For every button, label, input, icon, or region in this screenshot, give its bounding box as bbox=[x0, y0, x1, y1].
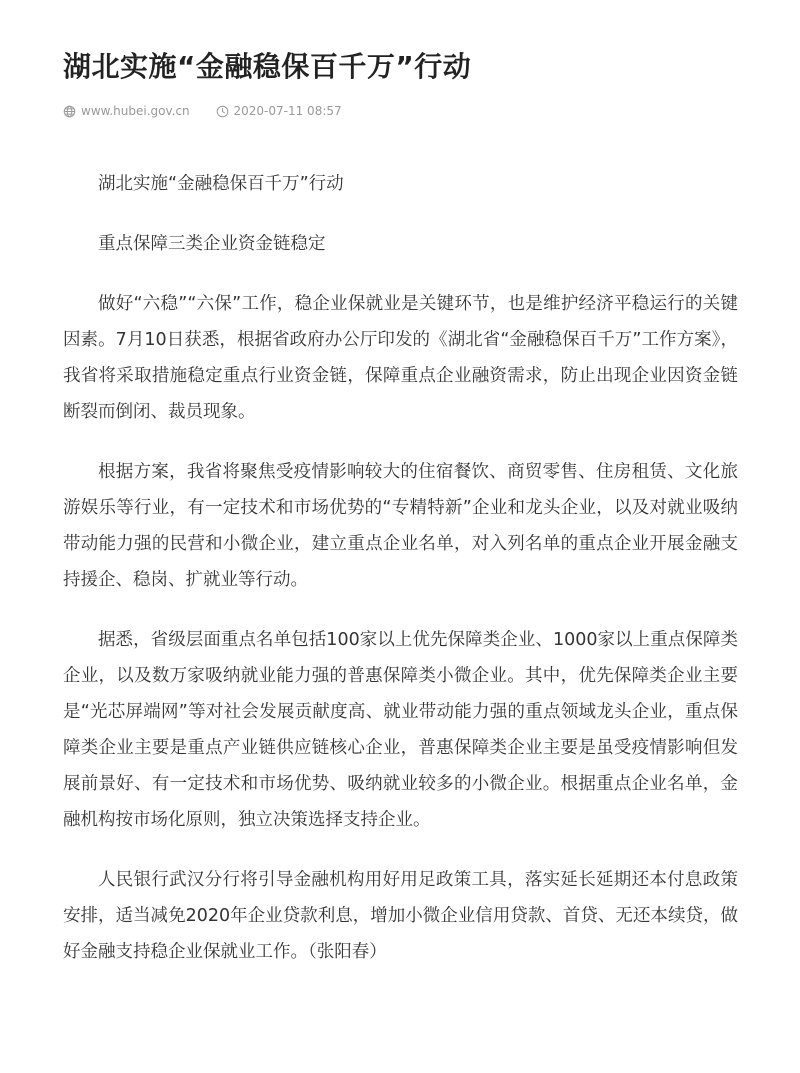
article-body bbox=[63, 166, 738, 994]
clock-icon bbox=[216, 105, 229, 118]
publish-datetime: 2020-07-11 08:57 bbox=[233, 104, 342, 118]
paragraph: 做好“六稳”“六保”工作，稳企业保就业是关键环节，也是维护经济平稳运行的关键因素。7月10日获悉，根据省政府办公厅印发的《湖北省“金融稳保百千万”工作方案》，我省将采取措施稳定重点行业资金链，保障重点企业融资需求，防止出现企业因资金链断裂而倒闭、裁员现象。 bbox=[63, 294, 738, 422]
paragraph: 根据方案，我省将聚焦受疫情影响较大的住宿餐饮、商贸零售、住房租赁、文化旅游娱乐等行业，有一定技术和市场优势的“专精特新”企业和龙头企业，以及对就业吸纳带动能力强的民营和小微企业，建立重点企业名单，对入列名单的重点企业开展金融支持援企、稳岗、扩就业等行动。 bbox=[63, 462, 738, 590]
source-info[interactable] bbox=[63, 101, 190, 121]
source-link[interactable]: www.hubei.gov.cn bbox=[81, 104, 190, 118]
paragraph: 重点保障三类企业资金链稳定 bbox=[98, 234, 326, 254]
paragraph: 据悉，省级层面重点名单包括100家以上优先保障类企业、1000家以上重点保障类企业，以及数万家吸纳就业能力强的普惠保障类小微企业。其中，优先保障类企业主要是“光芯屏端网”等对社会发展贡献度高、就业带动能力强的重点领域龙头企业，重点保障类企业主要是重点产业链供应链核心企业，普惠保障类企业主要是虽受疫情影响但发展前景好、有一定技术和市场优势、吸纳就业较多的小微企业。根据重点企业名单，金融机构按市场化原则，独立决策选择支持企业。 bbox=[63, 630, 738, 830]
globe-icon bbox=[63, 105, 76, 118]
paragraph: 湖北实施“金融稳保百千万”行动 bbox=[98, 174, 344, 194]
article-meta bbox=[63, 101, 342, 121]
article-title: 湖北实施“金融稳保百千万”行动 bbox=[63, 50, 472, 83]
paragraph: 人民银行武汉分行将引导金融机构用好用足政策工具，落实延长延期还本付息政策安排，适当减免2020年企业贷款利息，增加小微企业信用贷款、首贷、无还本续贷，做好金融支持稳企业保就业工作。（张阳春） bbox=[63, 870, 738, 962]
publish-time bbox=[216, 101, 342, 121]
